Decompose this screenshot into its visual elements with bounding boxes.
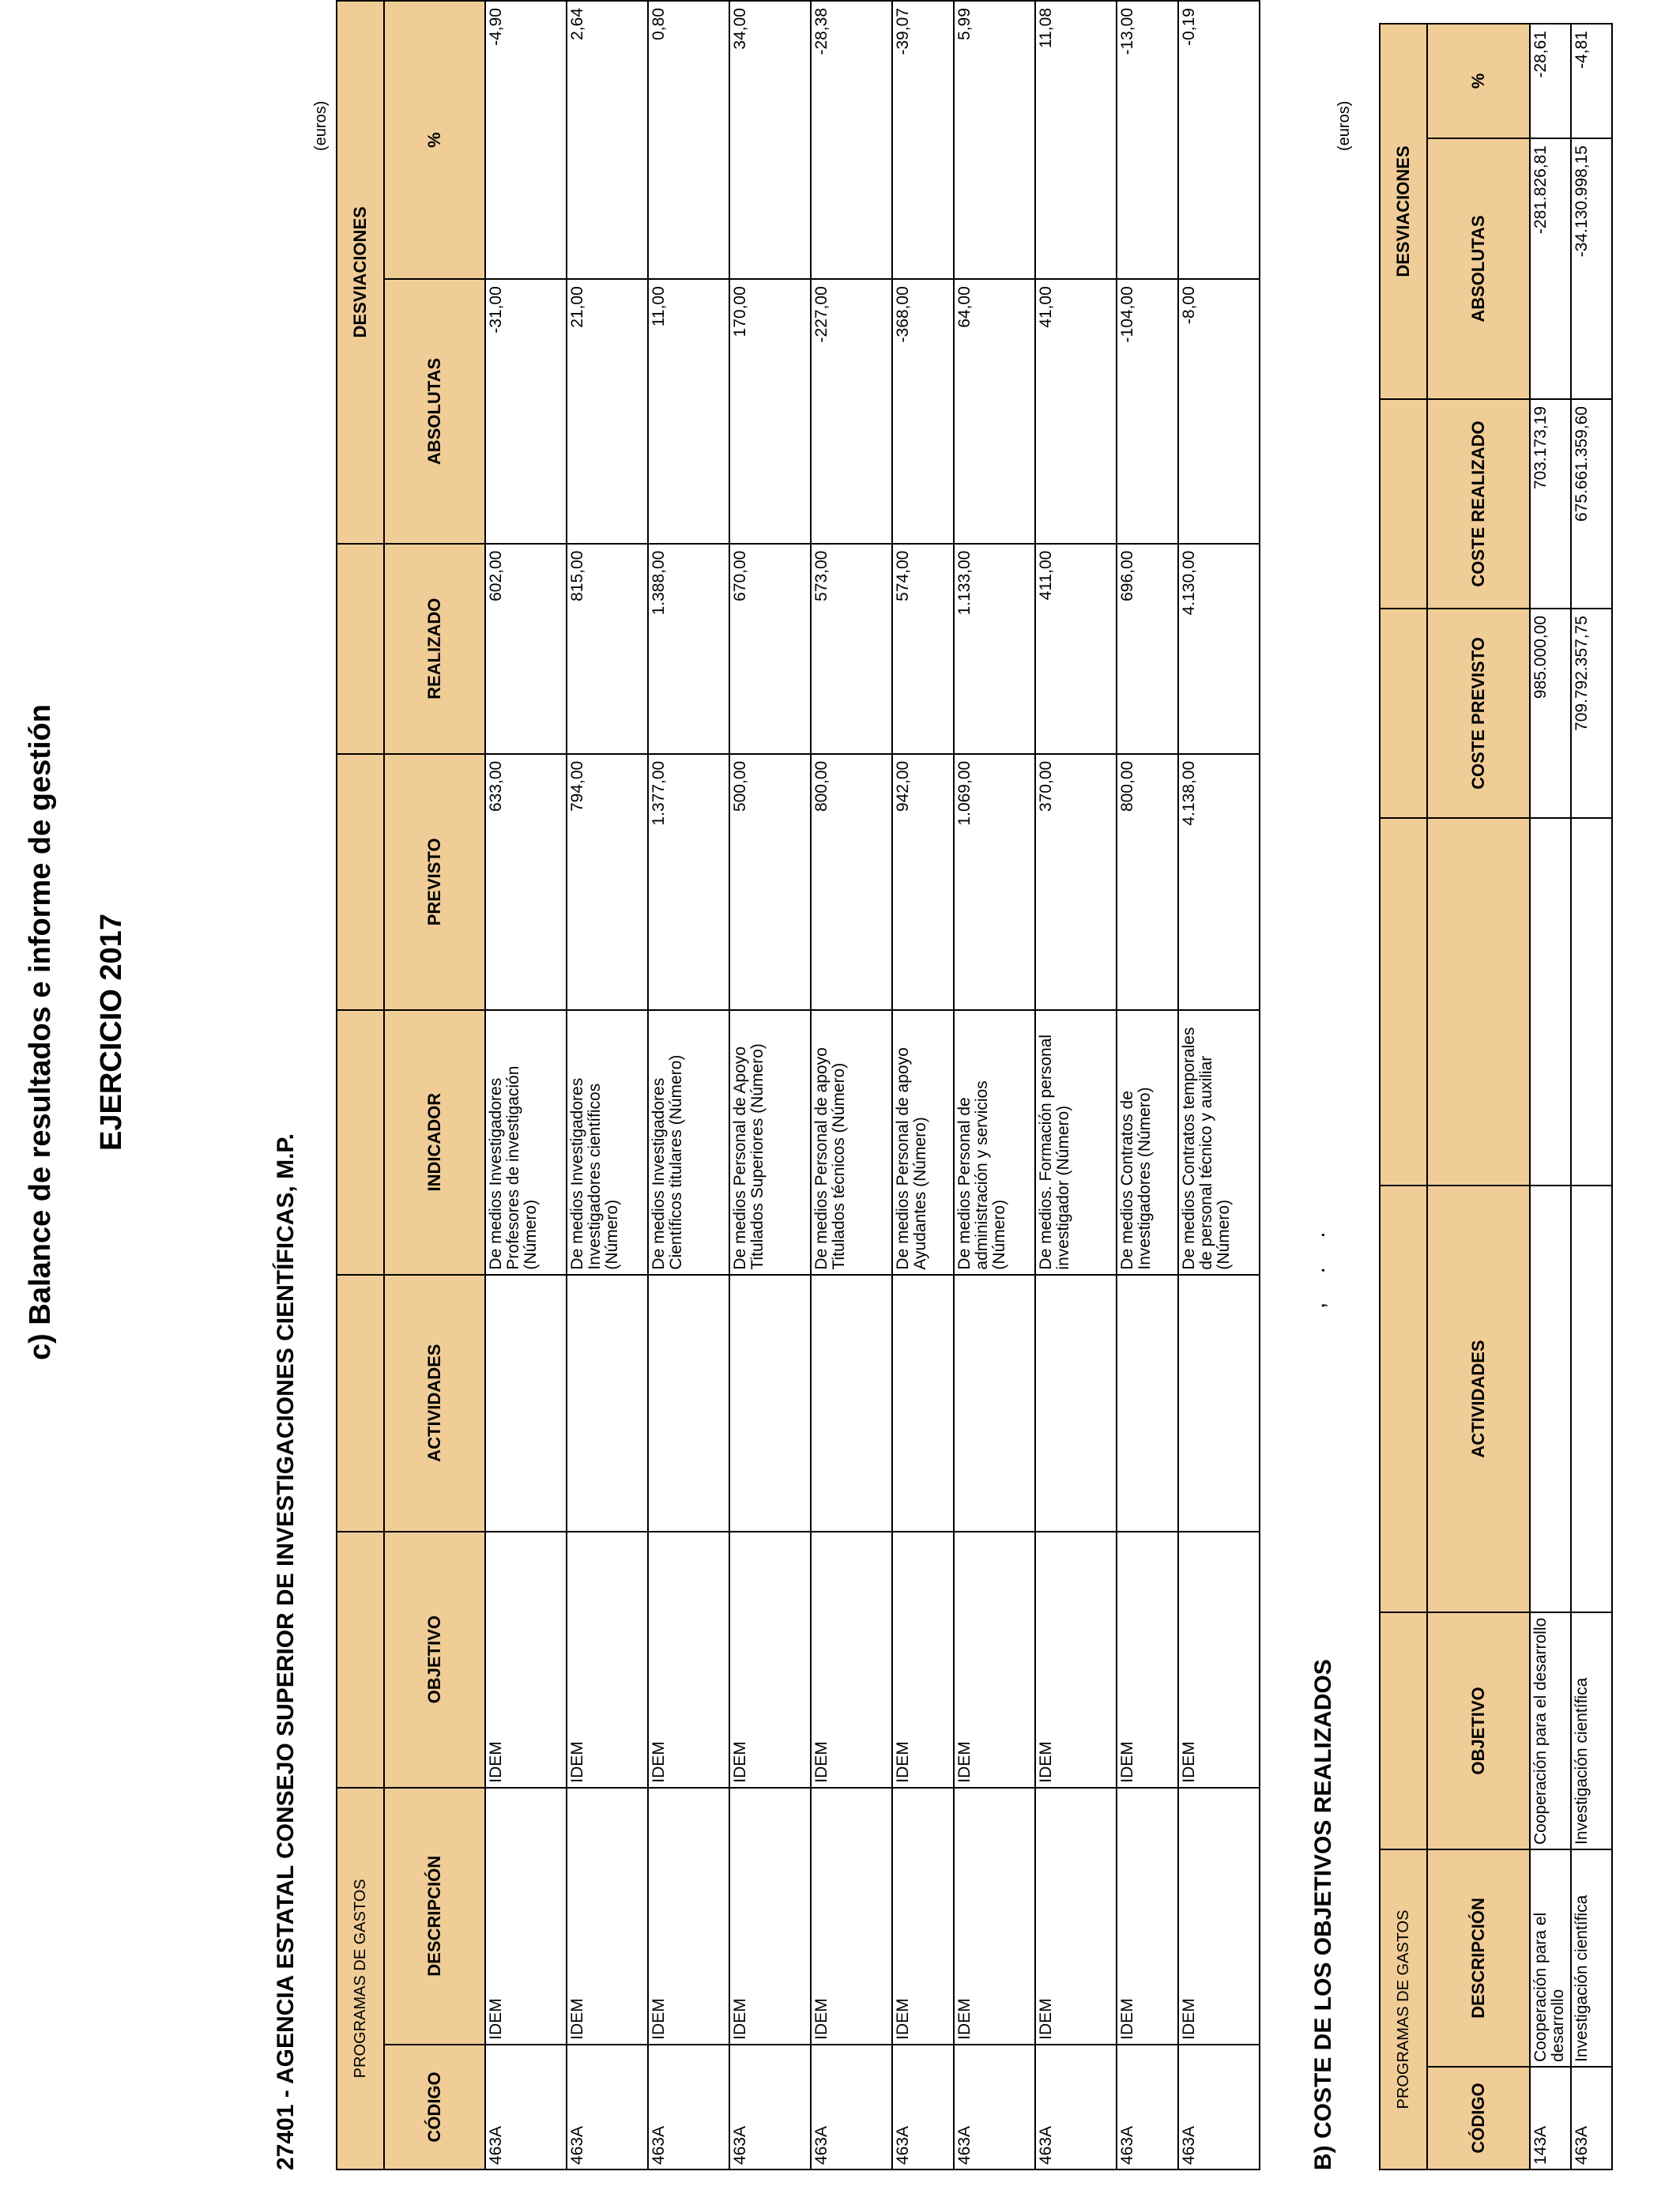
coste-previsto-cell: 985.000,00 — [1530, 609, 1571, 818]
spacer-header — [337, 1532, 384, 1788]
spacer-header — [337, 1010, 384, 1275]
col-actividades-header: ACTIVIDADES — [1427, 1186, 1530, 1612]
realizado-cell: 1.133,00 — [954, 544, 1035, 754]
table-row — [1571, 24, 1612, 2169]
realizado-cell: 602,00 — [485, 544, 567, 754]
pct-cell: 2,64 — [567, 1, 648, 279]
descripcion-cell: IDEM — [1117, 1788, 1178, 2045]
actividades-cell — [567, 1275, 648, 1532]
objetivo-cell: IDEM — [485, 1532, 567, 1788]
table-row — [1178, 1, 1260, 2169]
pct-cell: 0,80 — [648, 1, 729, 279]
descripcion-cell: Investigación científica — [1571, 1849, 1612, 2067]
table-row — [954, 1, 1035, 2169]
spacer-header — [337, 754, 384, 1010]
col-coste-previsto-header: COSTE PREVISTO — [1427, 609, 1530, 818]
col-descripcion-header: DESCRIPCIÓN — [384, 1788, 485, 2045]
actividades-cell — [811, 1275, 892, 1532]
descripcion-cell: IDEM — [648, 1788, 729, 2045]
col-actividades-header: ACTIVIDADES — [384, 1275, 485, 1532]
codigo-cell: 463A — [892, 2045, 954, 2169]
previsto-cell: 4.138,00 — [1178, 754, 1260, 1010]
indicador-cell: De medios Contratos de Investigadores (Número) — [1117, 1010, 1178, 1275]
realizado-cell: 1.388,00 — [648, 544, 729, 754]
indicador-cell: De medios Investigadores Investigadores científicos (Número) — [567, 1010, 648, 1275]
spacer-header — [1380, 1186, 1427, 1612]
codigo-cell: 463A — [1178, 2045, 1260, 2169]
descripcion-cell: IDEM — [729, 1788, 811, 2045]
previsto-cell: 370,00 — [1035, 754, 1117, 1010]
codigo-cell: 463A — [1571, 2067, 1612, 2169]
col-pct-header: % — [384, 1, 485, 279]
indicador-cell: De medios Contratos temporales de personal técnico y auxiliar (Número) — [1178, 1010, 1260, 1275]
pct-cell: -28,38 — [811, 1, 892, 279]
pct-cell: 11,08 — [1035, 1, 1117, 279]
realizado-cell: 573,00 — [811, 544, 892, 754]
actividades-cell — [485, 1275, 567, 1532]
absolutas-cell: -34.130.998,15 — [1571, 138, 1612, 399]
group-desviaciones-header: DESVIACIONES — [1380, 24, 1427, 399]
actividades-cell — [892, 1275, 954, 1532]
table-row — [729, 1, 811, 2169]
pct-cell: 5,99 — [954, 1, 1035, 279]
spacer-header — [1380, 818, 1427, 1186]
col-absolutas-header: ABSOLUTAS — [384, 279, 485, 543]
table-row — [567, 1, 648, 2169]
pct-cell: -0,19 — [1178, 1, 1260, 279]
codigo-cell: 463A — [1035, 2045, 1117, 2169]
realizado-cell: 815,00 — [567, 544, 648, 754]
indicador-cell: De medios Investigadores Profesores de investigación (Número) — [485, 1010, 567, 1275]
pct-cell: -28,61 — [1530, 24, 1571, 138]
indicador-cell: De medios Personal de Apoyo Titulados Superiores (Número) — [729, 1010, 811, 1275]
col-absolutas-header: ABSOLUTAS — [1427, 138, 1530, 399]
section-b-title: B) COSTE DE LOS OBJETIVOS REALIZADOS — [1310, 1659, 1336, 2170]
col-empty-header — [1427, 818, 1530, 1186]
group-programas-header: PROGRAMAS DE GASTOS — [337, 1788, 384, 2169]
descripcion-cell: IDEM — [1035, 1788, 1117, 2045]
indicador-cell: De medios Personal de apoyo Titulados técnicos (Número) — [811, 1010, 892, 1275]
descripcion-cell: IDEM — [954, 1788, 1035, 2045]
realizado-cell: 4.130,00 — [1178, 544, 1260, 754]
descripcion-cell: IDEM — [811, 1788, 892, 2045]
coste-previsto-cell: 709.792.357,75 — [1571, 609, 1612, 818]
cost-table — [1379, 23, 1613, 2170]
empty-cell — [1571, 818, 1612, 1186]
agency-title: 27401 - AGENCIA ESTATAL CONSEJO SUPERIOR DE INVESTIGACIONES CIENTÍFICAS, M.P. — [273, 1133, 299, 2170]
realizado-cell: 574,00 — [892, 544, 954, 754]
actividades-cell — [729, 1275, 811, 1532]
objetivo-cell: IDEM — [648, 1532, 729, 1788]
col-descripcion-header: DESCRIPCIÓN — [1427, 1849, 1530, 2067]
indicador-cell: De medios Investigadores Científicos titulares (Número) — [648, 1010, 729, 1275]
previsto-cell: 800,00 — [811, 754, 892, 1010]
absolutas-cell: 41,00 — [1035, 279, 1117, 543]
pct-cell: -4,81 — [1571, 24, 1612, 138]
realizado-cell: 696,00 — [1117, 544, 1178, 754]
table-row — [892, 1, 954, 2169]
absolutas-cell: -368,00 — [892, 279, 954, 543]
descripcion-cell: IDEM — [567, 1788, 648, 2045]
table-row — [1117, 1, 1178, 2169]
previsto-cell: 1.069,00 — [954, 754, 1035, 1010]
indicador-cell: De medios Personal de administración y servicios (Número) — [954, 1010, 1035, 1275]
col-indicador-header: INDICADOR — [384, 1010, 485, 1275]
col-pct-header: % — [1427, 24, 1530, 138]
indicators-table — [336, 0, 1260, 2170]
pct-cell: -13,00 — [1117, 1, 1178, 279]
table-row — [1530, 24, 1571, 2169]
descripcion-cell: IDEM — [1178, 1788, 1260, 2045]
objetivo-cell: IDEM — [729, 1532, 811, 1788]
objetivo-cell: Investigación científica — [1571, 1612, 1612, 1849]
previsto-cell: 500,00 — [729, 754, 811, 1010]
table-row — [485, 1, 567, 2169]
spacer-header — [1380, 609, 1427, 818]
col-previsto-header: PREVISTO — [384, 754, 485, 1010]
absolutas-cell: 11,00 — [648, 279, 729, 543]
col-objetivo-header: OBJETIVO — [1427, 1612, 1530, 1849]
col-realizado-header: REALIZADO — [384, 544, 485, 754]
exercise-title: EJERCICIO 2017 — [95, 914, 128, 1151]
group-desviaciones-header: DESVIACIONES — [337, 1, 384, 544]
descripcion-cell: IDEM — [485, 1788, 567, 2045]
absolutas-cell: 21,00 — [567, 279, 648, 543]
realizado-cell: 670,00 — [729, 544, 811, 754]
spacer-header — [337, 544, 384, 754]
absolutas-cell: -281.826,81 — [1530, 138, 1571, 399]
table-row — [811, 1, 892, 2169]
spacer-header — [1380, 399, 1427, 609]
pct-cell: 34,00 — [729, 1, 811, 279]
table-row — [1035, 1, 1117, 2169]
objetivo-cell: IDEM — [954, 1532, 1035, 1788]
empty-cell — [1530, 818, 1571, 1186]
pct-cell: -39,07 — [892, 1, 954, 279]
codigo-cell: 463A — [811, 2045, 892, 2169]
codigo-cell: 463A — [485, 2045, 567, 2169]
actividades-cell — [1035, 1275, 1117, 1532]
realizado-cell: 411,00 — [1035, 544, 1117, 754]
actividades-cell — [648, 1275, 729, 1532]
objetivo-cell: IDEM — [1035, 1532, 1117, 1788]
absolutas-cell: 170,00 — [729, 279, 811, 543]
section-title: c) Balance de resultados e informe de gestión — [24, 704, 57, 1360]
actividades-cell — [1530, 1186, 1571, 1612]
objetivo-cell: IDEM — [811, 1532, 892, 1788]
absolutas-cell: -104,00 — [1117, 279, 1178, 543]
descripcion-cell: IDEM — [892, 1788, 954, 2045]
objetivo-cell: IDEM — [1117, 1532, 1178, 1788]
absolutas-cell: 64,00 — [954, 279, 1035, 543]
codigo-cell: 463A — [648, 2045, 729, 2169]
col-coste-realizado-header: COSTE REALIZADO — [1427, 399, 1530, 609]
indicador-cell: De medios Personal de apoyo Ayudantes (Número) — [892, 1010, 954, 1275]
col-objetivo-header: OBJETIVO — [384, 1532, 485, 1788]
actividades-cell — [1571, 1186, 1612, 1612]
previsto-cell: 942,00 — [892, 754, 954, 1010]
previsto-cell: 633,00 — [485, 754, 567, 1010]
group-programas-header: PROGRAMAS DE GASTOS — [1380, 1849, 1427, 2169]
codigo-cell: 463A — [729, 2045, 811, 2169]
objetivo-cell: IDEM — [892, 1532, 954, 1788]
previsto-cell: 1.377,00 — [648, 754, 729, 1010]
codigo-cell: 463A — [1117, 2045, 1178, 2169]
spacer-header — [337, 1275, 384, 1532]
coste-realizado-cell: 675.661.359,60 — [1571, 399, 1612, 609]
codigo-cell: 463A — [567, 2045, 648, 2169]
section-b-marks: , . . — [1304, 1220, 1330, 1309]
descripcion-cell: Cooperación para el desarrollo — [1530, 1849, 1571, 2067]
spacer-header — [1380, 1612, 1427, 1849]
actividades-cell — [954, 1275, 1035, 1532]
absolutas-cell: -227,00 — [811, 279, 892, 543]
codigo-cell: 143A — [1530, 2067, 1571, 2169]
indicador-cell: De medios. Formación personal investigador (Número) — [1035, 1010, 1117, 1275]
coste-realizado-cell: 703.173,19 — [1530, 399, 1571, 609]
absolutas-cell: -8,00 — [1178, 279, 1260, 543]
col-codigo-header: CÓDIGO — [384, 2045, 485, 2169]
table-row — [648, 1, 729, 2169]
pct-cell: -4,90 — [485, 1, 567, 279]
previsto-cell: 800,00 — [1117, 754, 1178, 1010]
actividades-cell — [1117, 1275, 1178, 1532]
actividades-cell — [1178, 1275, 1260, 1532]
previsto-cell: 794,00 — [567, 754, 648, 1010]
objetivo-cell: IDEM — [1178, 1532, 1260, 1788]
codigo-cell: 463A — [954, 2045, 1035, 2169]
col-codigo-header: CÓDIGO — [1427, 2067, 1530, 2169]
absolutas-cell: -31,00 — [485, 279, 567, 543]
objetivo-cell: Cooperación para el desarrollo — [1530, 1612, 1571, 1849]
objetivo-cell: IDEM — [567, 1532, 648, 1788]
units-label: (euros) — [312, 100, 330, 151]
units-label: (euros) — [1335, 100, 1353, 151]
